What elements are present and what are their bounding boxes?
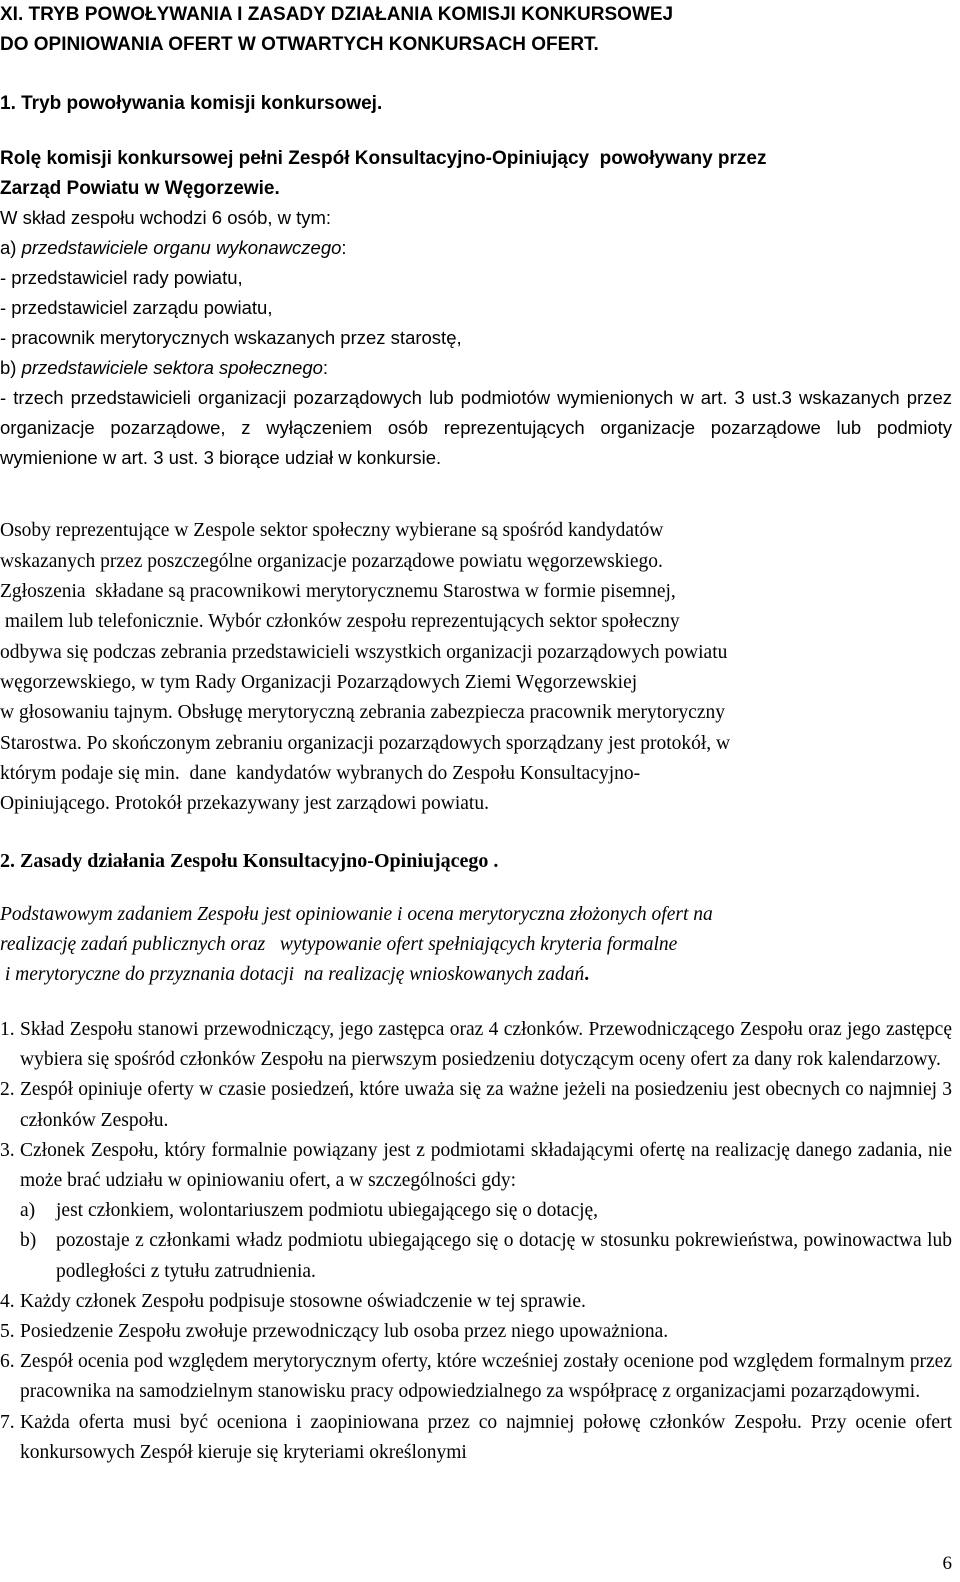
section-title-line-1: XI. TRYB POWOŁYWANIA I ZASADY DZIAŁANIA KOMISJI KONKURSOWEJ — [0, 4, 674, 25]
rule-text: Zespół ocenia pod względem merytorycznym oferty, które wcześniej zostały ocenione pod względem formalnym przez pracownika na samodzielnym stanowisku pracy odpowiedzialnego za współpracę z organizacjami pozarządowymi. — [20, 1351, 952, 1403]
composition-lead: W skład zespołu wchodzi 6 osób, w tym: — [0, 207, 332, 228]
group-b-prefix: b) — [0, 357, 22, 378]
rule-subitem — [0, 1226, 952, 1286]
rule-item — [0, 1317, 952, 1347]
task-line-3-end: . — [584, 964, 590, 985]
task-line-2-text: realizację zadań publicznych oraz wytypowanie ofert spełniających kryteria formalne — [0, 934, 678, 955]
group-a-prefix: a) — [0, 237, 22, 258]
rule-subitem — [0, 1196, 952, 1226]
page-number: 6 — [942, 1553, 952, 1574]
rule-number: 1. — [0, 1019, 15, 1040]
intro-line-2: Zarząd Powiatu w Węgorzewie. — [0, 178, 280, 199]
selection-line-4: mailem lub telefonicznie. Wybór członków zespołu reprezentujących sektor społeczny — [0, 611, 680, 632]
rule-number: 4. — [0, 1290, 15, 1312]
rule-number: 3. — [0, 1139, 15, 1161]
rule-text: jest członkiem, wolontariuszem podmiotu ubiegającego się o dotację, — [56, 1200, 599, 1222]
rule-item — [0, 1136, 952, 1196]
group-b-suffix: : — [322, 357, 329, 378]
group-a-suffix: : — [341, 237, 347, 258]
selection-line-6: węgorzewskiego, w tym Rady Organizacji Pozarządowych Ziemi Węgorzewskiej — [0, 672, 638, 693]
selection-line-1: Osoby reprezentujące w Zespole sektor społeczny wybierane są spośród kandydatów — [0, 520, 664, 541]
rule-text: Skład Zespołu stanowi przewodniczący, jego zastępca oraz 4 członków. Przewodniczącego Zespołu oraz jego zastępcę wybiera się spośród członków Zespołu na pierwszym posiedzeniu dotyczącym oceny ofert za dany rok kalendarzowy. — [20, 1019, 952, 1071]
intro-line-1: Rolę komisji konkursowej pełni Zespół Konsultacyjno-Opiniujący powoływany przez — [0, 148, 767, 169]
subsection-1-title: 1. Tryb powoływania komisji konkursowej. — [0, 93, 383, 114]
rule-number: 5. — [0, 1321, 15, 1343]
rule-item — [0, 1408, 952, 1468]
group-a-item: - pracownik merytorycznych wskazanych przez starostę, — [0, 327, 462, 348]
selection-line-7: w głosowaniu tajnym. Obsługę merytoryczną zebrania zabezpiecza pracownik merytoryczny — [0, 702, 725, 723]
group-b-heading — [0, 353, 952, 383]
section-title-line-2: DO OPINIOWANIA OFERT W OTWARTYCH KONKURSACH OFERT. — [0, 34, 599, 55]
group-a-label: przedstawiciele organu wykonawczego — [21, 237, 342, 258]
rule-sub-letter: b) — [20, 1230, 37, 1252]
rule-number: 6. — [0, 1351, 15, 1373]
group-a-item: - przedstawiciel zarządu powiatu, — [0, 297, 273, 318]
selection-line-3: Zgłoszenia składane są pracownikowi merytorycznemu Starostwa w formie pisemnej, — [0, 581, 676, 602]
selection-line-9: którym podaje się min. dane kandydatów wybranych do Zespołu Konsultacyjno- — [0, 763, 641, 784]
rule-item — [0, 1347, 952, 1407]
selection-line-5: odbywa się podczas zebrania przedstawicieli wszystkich organizacji pozarządowych powiatu — [0, 642, 728, 663]
subsection-2-title: 2. Zasady działania Zespołu Konsultacyjno-Opiniującego . — [0, 850, 499, 872]
selection-line-8: Starostwa. Po skończonym zebraniu organizacji pozarządowych sporządzany jest protokół, w — [0, 733, 731, 754]
rule-text: Każdy członek Zespołu podpisuje stosowne oświadczenie w tej sprawie. — [20, 1290, 586, 1312]
task-line-3 — [0, 960, 952, 990]
rule-item — [0, 1287, 952, 1317]
task-line-3-text: i merytoryczne do przyznania dotacji na realizację wnioskowanych zadań — [0, 964, 585, 985]
task-line-1 — [0, 900, 952, 930]
rule-sub-letter: a) — [20, 1200, 36, 1222]
rule-text: Członek Zespołu, który formalnie powiązany jest z podmiotami składającymi ofertę na realizację danego zadania, nie może brać udziału w opiniowaniu ofert, a w szczególności gdy: — [20, 1139, 952, 1192]
selection-line-2: wskazanych przez poszczególne organizacje pozarządowe powiatu węgorzewskiego. — [0, 551, 663, 572]
group-a-heading — [0, 233, 952, 263]
rule-text: Zespół opiniuje oferty w czasie posiedzeń, które uważa się za ważne jeżeli na posiedzeniu jest obecnych co najmniej 3 członków Zespołu. — [20, 1079, 952, 1131]
task-line-1-text: Podstawowym zadaniem Zespołu jest opiniowanie i ocena merytoryczna złożonych ofert na — [0, 904, 713, 925]
rule-number: 7. — [0, 1411, 15, 1433]
group-b-label: przedstawiciele sektora społecznego — [21, 357, 323, 378]
rule-number: 2. — [0, 1079, 15, 1101]
rule-text: pozostaje z członkami władz podmiotu ubiegającego się o dotację w stosunku pokrewieństwa, powinowactwa lub podległości z tytułu zatrudnienia. — [56, 1230, 952, 1282]
rule-text: Posiedzenie Zespołu zwołuje przewodniczący lub osoba przez niego upoważniona. — [20, 1321, 669, 1343]
rule-item — [0, 1015, 952, 1075]
rule-text: Każda oferta musi być oceniona i zaopiniowana przez co najmniej połowę członków Zespołu. Przy ocenie ofert konkursowych Zespół kieruje się kryteriami określonymi — [20, 1411, 952, 1463]
group-a-item: - przedstawiciel rady powiatu, — [0, 267, 243, 288]
group-b-item: - trzech przedstawicieli organizacji pozarządowych lub podmiotów wymienionych w art. 3 ust.3 wskazanych przez organizacje pozarządowe, z wyłączeniem osób reprezentujących organizacje pozarządowe lub podmioty wymienione w art. 3 ust. 3 biorące udział w konkursie. — [0, 387, 952, 469]
rules-list — [0, 1015, 952, 1468]
rule-item — [0, 1075, 952, 1135]
task-line-2 — [0, 930, 952, 960]
selection-line-10: Opiniującego. Protokół przekazywany jest zarządowi powiatu. — [0, 793, 489, 814]
